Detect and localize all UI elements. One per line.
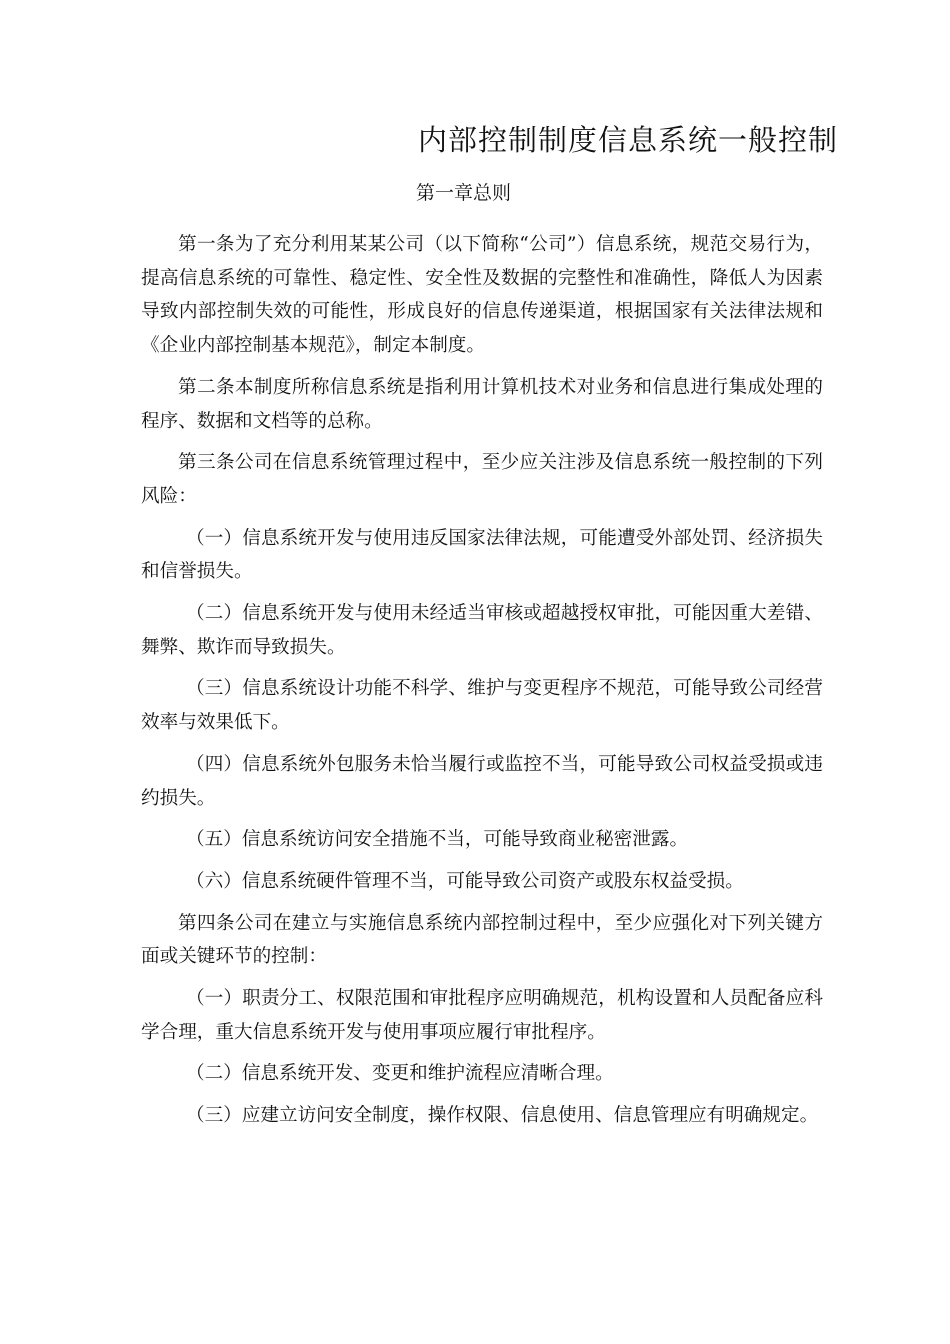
article-3-item-5: （五）信息系统访问安全措施不当，可能导致商业秘密泄露。 xyxy=(186,829,689,851)
article-4-item-1: （一）职责分工、权限范围和审批程序应明确规范，机构设置和人员配备应科学合理，重大信息系统开发与使用事项应履行审批程序。 xyxy=(141,988,823,1043)
article-3-item-4: （四）信息系统外包服务未恰当履行或监控不当，可能导致公司权益受损或违约损失。 xyxy=(141,753,823,809)
article-1-paragraph: 第一条为了充分利用某某公司（以下简称“公司”）信息系统，规范交易行为，提高信息系统的可靠性、稳定性、安全性及数据的完整性和准确性，降低人为因素导致内部控制失效的可能性，形成良好的信息传递渠道，根据国家有关法律法规和《企业内部控制基本规范》，制定本制度。 xyxy=(141,234,823,357)
article-4-item-2: （二）信息系统开发、变更和维护流程应清晰合理。 xyxy=(186,1063,614,1085)
document-title: 内部控制制度信息系统一般控制 xyxy=(418,123,839,157)
chapter-title: 第一章总则 xyxy=(416,182,512,204)
article-3-item-1: （一）信息系统开发与使用违反国家法律法规，可能遭受外部处罚、经济损失和信誉损失。 xyxy=(141,527,823,583)
article-3-item-3: （三）信息系统设计功能不科学、维护与变更程序不规范，可能导致公司经营效率与效果低下。 xyxy=(141,678,823,734)
article-3-item-6: （六）信息系统硬件管理不当，可能导致公司资产或股东权益受损。 xyxy=(186,870,744,892)
document-body xyxy=(141,228,823,1141)
article-4-item-3: （三）应建立访问安全制度，操作权限、信息使用、信息管理应有明确规定。 xyxy=(186,1105,819,1127)
article-3-item-2: （二）信息系统开发与使用未经适当审核或超越授权审批，可能因重大差错、舞弊、欺诈而导致损失。 xyxy=(141,603,823,658)
article-2-paragraph: 第二条本制度所称信息系统是指利用计算机技术对业务和信息进行集成处理的程序、数据和文档等的总称。 xyxy=(141,376,823,432)
article-4-paragraph: 第四条公司在建立与实施信息系统内部控制过程中，至少应强化对下列关键方面或关键环节的控制： xyxy=(141,912,823,968)
article-3-paragraph: 第三条公司在信息系统管理过程中，至少应关注涉及信息系统一般控制的下列风险： xyxy=(141,452,823,507)
